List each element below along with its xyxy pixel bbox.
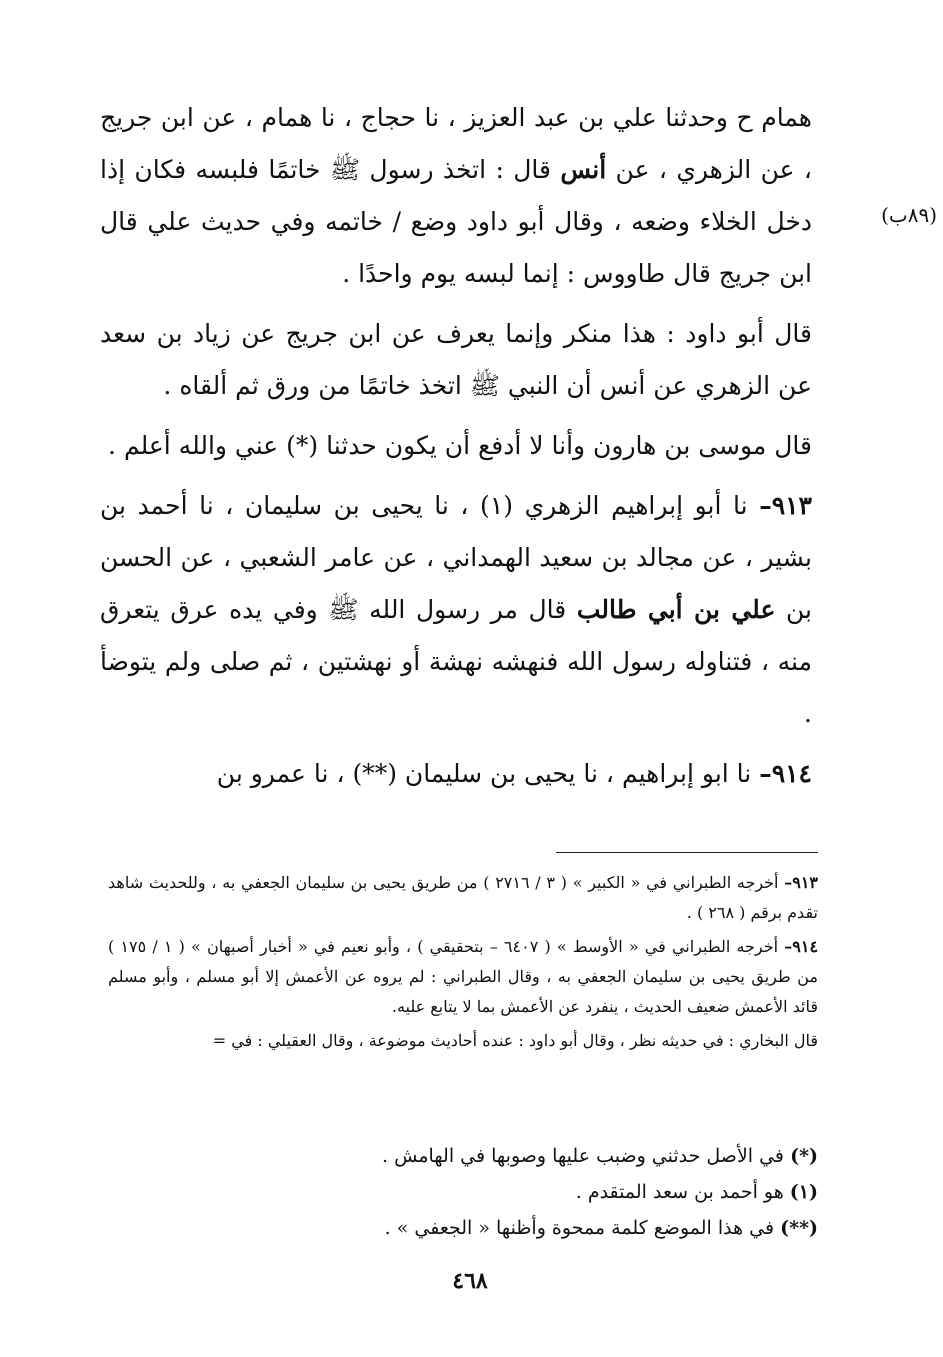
page-number: ٤٦٨ <box>452 1268 488 1294</box>
main-text-body <box>100 92 812 808</box>
paragraph-text: قال : اتخذ رسول ﷺ خاتمًا فلبسه فكان إذا دخل الخلاء وضعه ، وقال أبو داود وضع / خاتمه وفي حديث علي قال ابن جريج قال طاووس : إنما لبسه يوم واحدًا . <box>100 155 812 288</box>
editor-note <box>200 1174 818 1210</box>
takhrij-number: ٩١٣– <box>784 873 819 892</box>
takhrij-913 <box>108 868 818 928</box>
manuscript-folio-marker: (٨٩ب) <box>881 203 937 227</box>
takhrij-914 <box>108 932 818 1022</box>
paragraph-abu-dawud: قال أبو داود : هذا منكر وإنما يعرف عن ابن جريج عن زياد بن سعد عن الزهري عن أنس أن النبي ﷺ اتخذ خاتمًا من ورق ثم ألقاه . <box>100 319 812 400</box>
note-mark: (١) <box>789 1181 818 1203</box>
hadith-number: ٩١٤– <box>759 759 812 788</box>
note-mark: (*) <box>790 1145 818 1167</box>
hadith-914 <box>100 748 812 800</box>
hadith-text: نا ابو إبراهيم ، نا يحيى بن سليمان (**) ، نا عمرو بن <box>216 759 752 788</box>
hadith-text: قال مر رسول الله ﷺ وفي يده عرق يتعرق منه ، فتناوله رسول الله فنهشه نهشة أو نهشتين ، ثم صلى ولم يتوضأ . <box>100 595 812 728</box>
takhrij-footnotes <box>108 868 818 1060</box>
takhrij-914-continued: قال البخاري : في حديثه نظر ، وقال أبو داود : عنده أحاديث موضوعة ، وقال العقيلي : في = <box>212 1031 818 1050</box>
paragraph-text: همام ح وحدثنا علي بن عبد العزيز ، نا حجاج ، نا همام ، عن ابن جريج ، عن الزهري ، عن <box>100 103 812 184</box>
note-text: في هذا الموضع كلمة ممحوة وأظنها « الجعفي » . <box>384 1217 775 1239</box>
hadith-text: نا أبو إبراهيم الزهري (١) ، نا يحيى بن سليمان ، نا أحمد بن بشير ، عن مجالد بن سعيد الهمداني ، عن عامر الشعبي ، عن الحسن بن <box>100 491 812 624</box>
takhrij-text: أخرجه الطبراني في « الكبير » ( ٣ / ٢٧١٦ ) من طريق يحيى بن سليمان الجعفي به ، وللحديث شاهد تقدم برقم ( ٢٦٨ ) . <box>108 873 818 922</box>
hadith-number: ٩١٣– <box>759 491 812 520</box>
editor-note <box>200 1210 818 1246</box>
note-text: في الأصل حدثني وضبب عليها وصوبها في الهامش . <box>382 1145 785 1167</box>
paragraph-anas-hadith <box>100 92 812 300</box>
narrator-name-bold: أنس <box>560 155 607 184</box>
hadith-913 <box>100 480 812 740</box>
paragraph-musa-ibn-harun: قال موسى بن هارون وأنا لا أدفع أن يكون حدثنا (*) عني والله أعلم . <box>108 431 812 460</box>
takhrij-text: أخرجه الطبراني في « الأوسط » ( ٦٤٠٧ – بتحقيقي ) ، وأبو نعيم في « أخبار أصبهان » ( ١ / ١٧٥ ) من طريق يحيى بن سليمان الجعفي به ، وقال الطبراني : لم يروه عن الأعمش إلا أبو مسلم ، وأبو مسلم قائد الأعمش ضعيف الحديث ، ينفرد عن الأعمش بما لا يتابع عليه. <box>108 937 818 1016</box>
footnote-separator <box>556 852 818 853</box>
takhrij-number: ٩١٤– <box>784 937 819 956</box>
narrator-name-bold: علي بن أبي طالب <box>576 595 776 624</box>
editor-note <box>200 1138 818 1174</box>
note-text: هو أحمد بن سعد المتقدم . <box>575 1181 784 1203</box>
editor-notes <box>200 1138 818 1246</box>
note-mark: (**) <box>780 1217 818 1239</box>
